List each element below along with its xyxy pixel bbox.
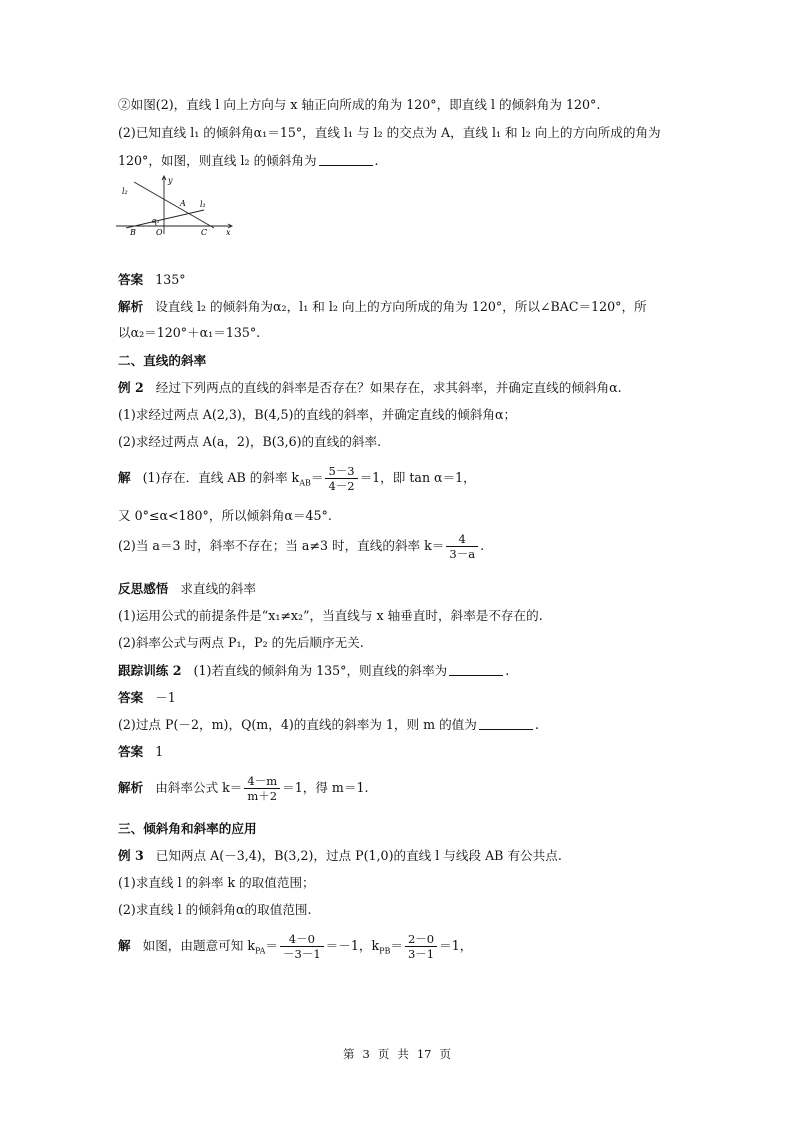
page-number: 3: [362, 1047, 370, 1061]
answer-value: 135°: [155, 272, 186, 287]
fraction-numerator: 4: [446, 532, 478, 547]
intro-line-2: (2)已知直线 l₁ 的倾斜角α₁＝15°，直线 l₁ 与 l₂ 的交点为 A，直线 l₁ 和 l₂ 向上的方向所成的角为: [118, 125, 661, 140]
period: .: [534, 717, 539, 732]
fraction-numerator: 5－3: [325, 464, 357, 479]
example-2-label: 例 2: [118, 380, 144, 395]
fraction-denominator: －3－1: [283, 947, 321, 961]
reflect-title: 求直线的斜率: [180, 581, 256, 596]
fraction-slope-pq: [244, 774, 280, 803]
intro-line-3-end: .: [374, 153, 379, 168]
footer-ye: 页: [377, 1047, 390, 1061]
reflect-label: 反思感悟: [118, 581, 169, 596]
answer-label: 答案: [118, 272, 144, 287]
answer-value: 1: [155, 744, 164, 759]
fraction-slope-ab: [325, 464, 357, 493]
track-2-q2: [118, 716, 539, 734]
label-l1: l₁: [200, 200, 206, 209]
solution-2-post: ＝1，即 tan α＝1，: [359, 470, 476, 485]
solution-2-line-3: [118, 530, 484, 562]
track-2-q1: [118, 662, 509, 680]
track-2-q1-text: (1)若直线的倾斜角为 135°，则直线的斜率为: [193, 663, 448, 678]
example-2-q1: (1)求经过两点 A(2,3)，B(4,5)的直线的斜率，并确定直线的倾斜角α；: [118, 407, 517, 422]
solution-2-line-3-text: (2)当 a＝3 时，斜率不存在；当 a≠3 时，直线的斜率 k＝: [118, 538, 445, 553]
answer-label: 答案: [118, 690, 144, 705]
period: .: [505, 663, 510, 678]
fraction-numerator: 2－0: [405, 932, 437, 947]
example-2: [118, 379, 622, 397]
page-footer: [0, 1046, 794, 1062]
fraction-slope-k: [446, 532, 478, 561]
track-2-label: 跟踪训练 2: [118, 663, 182, 678]
jiexi-post: ＝1，得 m＝1.: [282, 780, 369, 795]
total-pages: 17: [416, 1047, 432, 1061]
jiexi-text: 设直线 l₂ 的倾斜角为α₂，l₁ 和 l₂ 向上的方向所成的角为 120°，所以∠BAC＝120°，所: [155, 299, 647, 314]
solution-3-line-1: [118, 930, 472, 968]
label-B: B: [130, 228, 136, 237]
solution-3-mid: ＝－1，k: [325, 938, 380, 953]
solution-2-line-2: 又 0°≤α<180°，所以倾斜角α＝45°.: [118, 508, 332, 523]
example-3-text: 已知两点 A(－3,4)，B(3,2)，过点 P(1,0)的直线 l 与线段 AB 有公共点.: [155, 848, 562, 863]
fraction-slope-pa: [280, 932, 324, 961]
figure-l1-l2: [112, 172, 234, 238]
solution-3-text: 如图，由题意可知 k: [142, 938, 255, 953]
equals: ＝: [265, 938, 279, 953]
label-y: y: [168, 176, 173, 185]
label-x: x: [226, 228, 231, 237]
footer-gong: 共: [397, 1047, 409, 1061]
period: .: [480, 538, 485, 553]
track-2-jiexi: [118, 772, 368, 804]
fraction-denominator: 3－1: [407, 947, 435, 961]
footer-ye-2: 页: [439, 1047, 451, 1061]
jiexi-1-line-1: [118, 298, 647, 316]
example-3-label: 例 3: [118, 848, 144, 863]
subscript-pa: PA: [254, 946, 266, 956]
label-C: C: [201, 228, 208, 237]
label-O: O: [156, 228, 163, 237]
jiexi-1-line-2: 以α₂＝120°＋α₁＝135°.: [118, 325, 261, 340]
label-A: A: [180, 199, 186, 208]
example-2-q2: (2)求经过两点 A(a，2)，B(3,6)的直线的斜率.: [118, 434, 382, 449]
example-3-q1: (1)求直线 l 的斜率 k 的取值范围；: [118, 875, 315, 890]
jiexi-label: 解析: [118, 780, 144, 795]
answer-label: 答案: [118, 744, 144, 759]
reflect-heading: [118, 580, 256, 598]
label-l2: l₂: [122, 187, 128, 196]
answer-blank-2: [449, 663, 503, 676]
track-2-q2-text: (2)过点 P(－2，m)，Q(m，4)的直线的斜率为 1，则 m 的值为: [118, 717, 477, 732]
label-alpha1: α₁: [152, 217, 160, 225]
intro-line-3: [118, 152, 379, 170]
section-3-title: 三、倾斜角和斜率的应用: [118, 821, 257, 836]
solution-2-text: (1)存在．直线 AB 的斜率 k: [142, 470, 300, 485]
fraction-numerator: 4－0: [280, 932, 324, 947]
track-2-answer-2: [118, 743, 163, 761]
line-l1: [126, 210, 204, 228]
example-3: [118, 847, 562, 865]
jiexi-label: 解析: [118, 299, 144, 314]
footer-di: 第: [343, 1047, 355, 1061]
answer-blank-1: [319, 153, 373, 166]
track-2-answer-1: [118, 689, 176, 707]
jiexi-text: 由斜率公式 k＝: [155, 780, 243, 795]
fraction-denominator: 4－2: [328, 479, 355, 493]
subscript-pb: PB: [379, 946, 391, 956]
section-2-title: 二、直线的斜率: [118, 353, 207, 368]
solution-label: 解: [118, 470, 131, 485]
answer-blank-3: [479, 717, 533, 730]
equals: ＝: [310, 470, 324, 485]
intro-line-3-text: 120°，如图，则直线 l₂ 的倾斜角为: [118, 153, 317, 168]
example-2-text: 经过下列两点的直线的斜率是否存在？如果存在，求其斜率，并确定直线的倾斜角α.: [155, 380, 622, 395]
answer-1: [118, 271, 186, 289]
fraction-denominator: m＋2: [247, 789, 278, 803]
intro-line-1: ②如图(2)，直线 l 向上方向与 x 轴正向所成的角为 120°，即直线 l 的倾斜角为 120°.: [118, 97, 601, 112]
example-3-q2: (2)求直线 l 的倾斜角α的取值范围.: [118, 902, 312, 917]
fraction-denominator: 3－a: [449, 547, 476, 561]
solution-2-line-1: [118, 462, 476, 500]
reflect-point-2: (2)斜率公式与两点 P₁，P₂ 的先后顺序无关.: [118, 635, 364, 650]
subscript-ab: AB: [299, 478, 311, 488]
solution-label: 解: [118, 938, 131, 953]
equals: ＝: [390, 938, 403, 953]
answer-value: －1: [155, 690, 176, 705]
solution-3-post: ＝1，: [439, 938, 473, 953]
reflect-point-1: (1)运用公式的前提条件是“x₁≠x₂”，当直线与 x 轴垂直时，斜率是不存在的.: [118, 608, 543, 623]
fraction-numerator: 4－m: [244, 774, 280, 789]
fraction-slope-pb: [405, 932, 437, 961]
